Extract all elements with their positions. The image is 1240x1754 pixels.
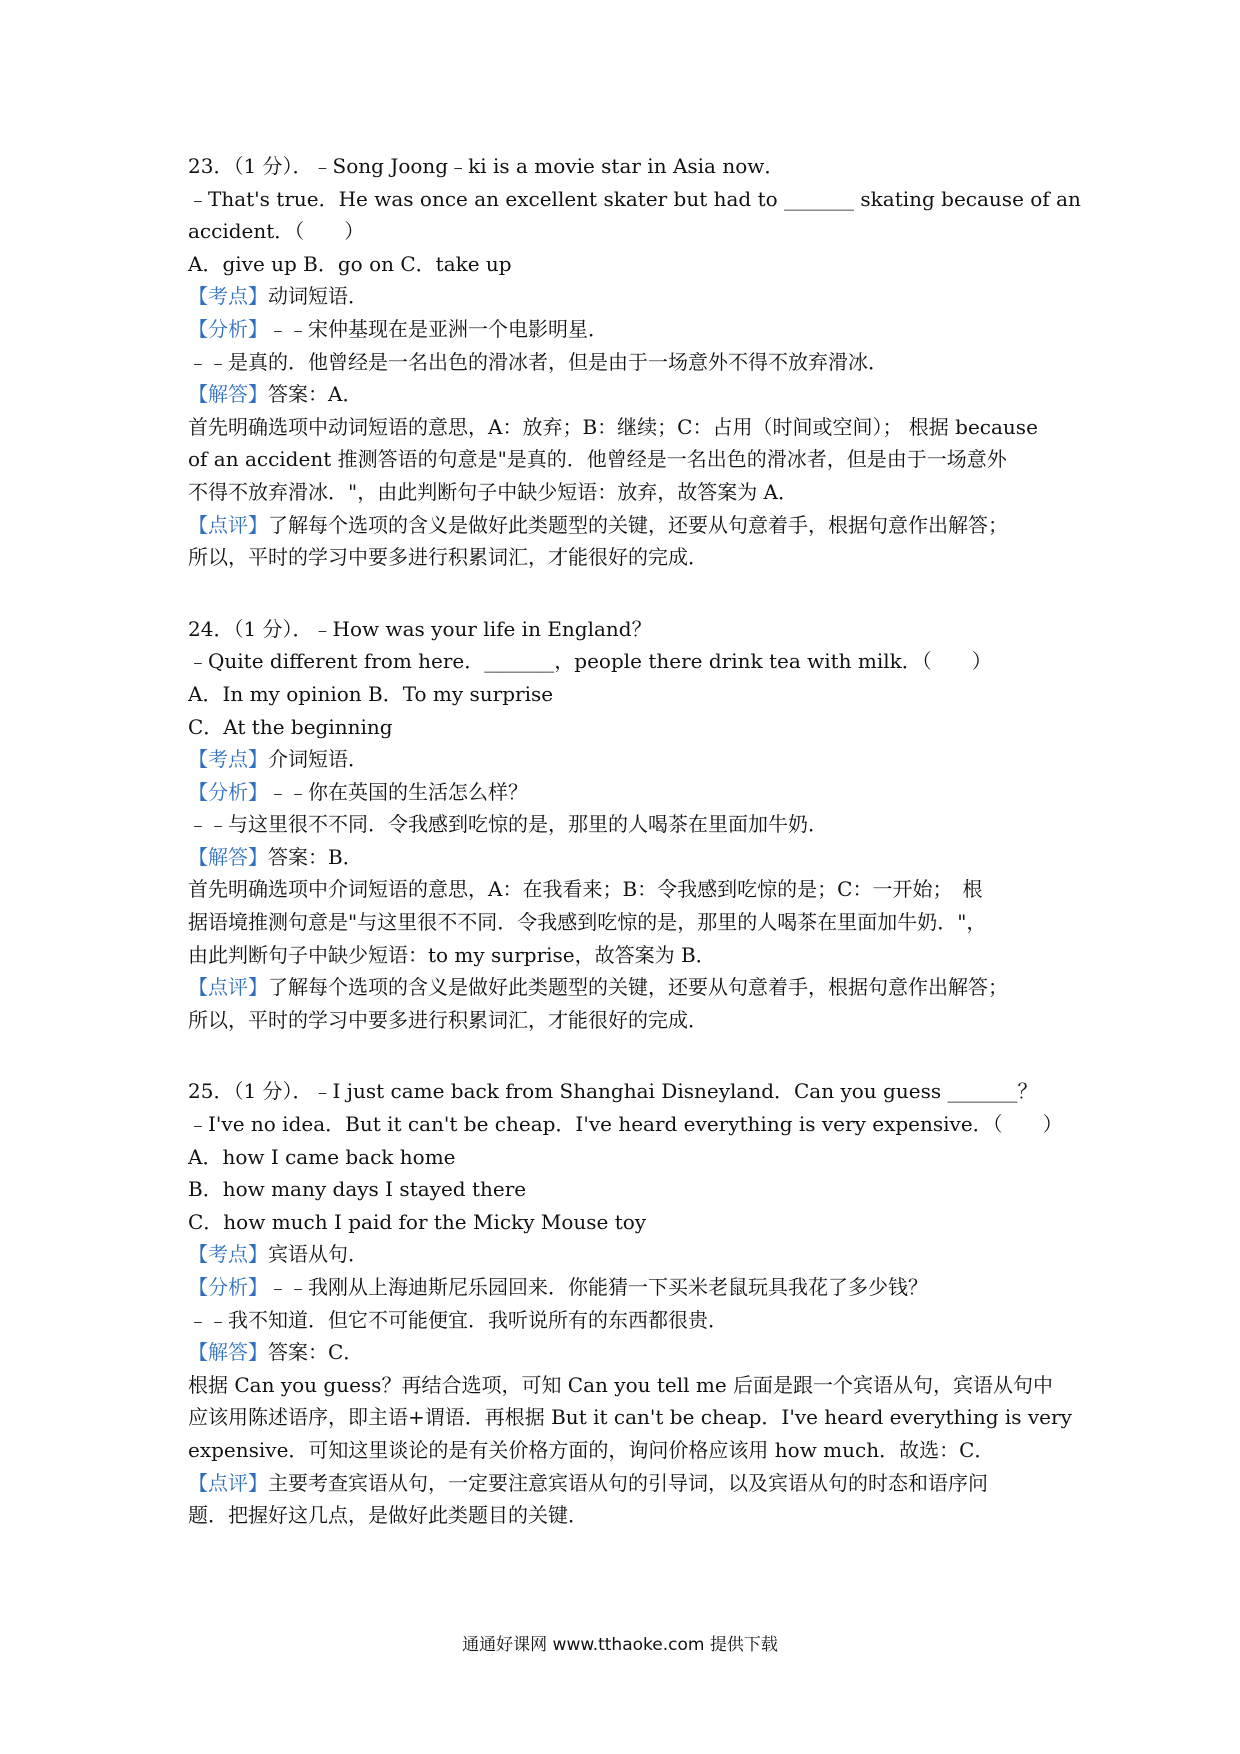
question-stem-line: ﹣I've no idea．But it can't be cheap．I've heard everything is very expensive．（ ） — [188, 1112, 1063, 1137]
fenxi-tag: 【分析】 — [188, 1275, 268, 1299]
jieda-text: 据语境推测句意是"与这里很不不同．令我感到吃惊的是，那里的人喝茶在里面加牛奶．"， — [188, 910, 987, 935]
question-23 — [188, 150, 1081, 574]
kaodian-section — [188, 743, 1068, 776]
question-stem-line: accident．（ ） — [188, 219, 365, 244]
kaodian-tag: 【考点】 — [188, 1242, 268, 1267]
jieda-text: 首先明确选项中介词短语的意思，A：在我看来；B：令我感到吃惊的是；C：一开始； 根 — [188, 877, 983, 902]
dianping-tag: 【点评】 — [188, 512, 268, 537]
jieda-text: 首先明确选项中动词短语的意思，A：放弃；B：继续；C：占用（时间或空间）； 根据 because — [188, 414, 1038, 439]
fenxi-text: ﹣﹣你在英国的生活怎么样？ — [268, 779, 528, 804]
answer-options: C．how much I paid for the Micky Mouse toy — [188, 1209, 647, 1234]
jieda-text: 由此判断句子中缺少短语：to my surprise，故答案为 B． — [188, 942, 716, 967]
kaodian-text: 动词短语． — [268, 284, 368, 309]
dianping-text: 题．把握好这几点，是做好此类题目的关键． — [188, 1503, 588, 1528]
document-page — [188, 150, 1081, 1532]
fenxi-section — [188, 313, 1068, 346]
jieda-tag: 【解答】 — [188, 382, 268, 407]
dianping-text: 了解每个选项的含义是做好此类题型的关键，还要从句意着手，根据句意作出解答； — [268, 975, 1008, 1000]
jieda-text: of an accident 推测答语的句意是"是真的．他曾经是一名出色的滑冰者，但是由于一场意外 — [188, 447, 1007, 472]
jieda-answer: 答案：C． — [268, 1340, 364, 1365]
jieda-tag: 【解答】 — [188, 1340, 268, 1365]
dianping-text: 了解每个选项的含义是做好此类题型的关键，还要从句意着手，根据句意作出解答； — [268, 512, 1008, 537]
dianping-section — [188, 1467, 1068, 1500]
fenxi-section — [188, 1271, 1068, 1304]
jieda-text: 根据 Can you guess？再结合选项，可知 Can you tell me 后面是跟一个宾语从句，宾语从句中 — [188, 1372, 1054, 1397]
fenxi-text: ﹣﹣是真的．他曾经是一名出色的滑冰者，但是由于一场意外不得不放弃滑冰． — [188, 349, 888, 374]
fenxi-tag: 【分析】 — [188, 779, 268, 804]
dianping-text: 所以，平时的学习中要多进行积累词汇，才能很好的完成． — [188, 1007, 708, 1032]
answer-options: A．how I came back home — [188, 1144, 456, 1169]
kaodian-text: 宾语从句． — [268, 1242, 368, 1267]
kaodian-section — [188, 1238, 1068, 1271]
jieda-section — [188, 378, 1068, 411]
answer-options: A．give up B．go on C．take up — [188, 251, 512, 276]
dianping-section — [188, 971, 1068, 1004]
question-stem-line: 24．（1 分）．﹣How was your life in England？ — [188, 616, 652, 641]
dianping-text: 所以，平时的学习中要多进行积累词汇，才能很好的完成． — [188, 545, 708, 570]
jieda-section — [188, 841, 1068, 874]
fenxi-section — [188, 776, 1068, 809]
answer-options: C．At the beginning — [188, 714, 393, 739]
question-stem-line: ﹣That's true．He was once an excellent skater but had to _______ skating because of an — [188, 186, 1081, 211]
dianping-text: 主要考查宾语从句，一定要注意宾语从句的引导词，以及宾语从句的时态和语序问 — [268, 1470, 988, 1495]
answer-options: A．In my opinion B．To my surprise — [188, 681, 554, 706]
dianping-tag: 【点评】 — [188, 1470, 268, 1495]
jieda-answer: 答案：A． — [268, 382, 363, 407]
question-25 — [188, 1075, 1072, 1531]
fenxi-text: ﹣﹣宋仲基现在是亚洲一个电影明星． — [268, 316, 608, 341]
fenxi-text: ﹣﹣我刚从上海迪斯尼乐园回来．你能猜一下买米老鼠玩具我花了多少钱？ — [268, 1275, 928, 1299]
jieda-text: expensive．可知这里谈论的是有关价格方面的，询问价格应该用 how much．故选：C． — [188, 1437, 995, 1462]
jieda-answer: 答案：B． — [268, 844, 363, 869]
page-footer: 通通好课网 www.tthaoke.com 提供下载 — [462, 1635, 778, 1655]
question-stem-line: 23．（1 分）．﹣Song Joong﹣ki is a movie star in Asia now． — [188, 154, 785, 178]
jieda-text: 不得不放弃滑冰．"，由此判断句子中缺少短语：放弃，故答案为 A． — [188, 479, 798, 504]
dianping-section — [188, 509, 1068, 542]
jieda-tag: 【解答】 — [188, 844, 268, 869]
kaodian-tag: 【考点】 — [188, 747, 268, 772]
fenxi-text: ﹣﹣与这里很不不同．令我感到吃惊的是，那里的人喝茶在里面加牛奶． — [188, 812, 828, 837]
kaodian-text: 介词短语． — [268, 747, 368, 772]
kaodian-section — [188, 280, 1068, 313]
dianping-tag: 【点评】 — [188, 975, 268, 1000]
fenxi-tag: 【分析】 — [188, 316, 268, 341]
jieda-text: 应该用陈述语序，即主语+谓语．再根据 But it can't be cheap．I've heard everything is very — [188, 1405, 1072, 1430]
fenxi-text: ﹣﹣我不知道．但它不可能便宜．我听说所有的东西都很贵． — [188, 1307, 728, 1332]
question-stem-line: ﹣Quite different from here．_______，people there drink tea with milk．（ ） — [188, 649, 992, 674]
question-24 — [188, 613, 1068, 1037]
answer-options: B．how many days I stayed there — [188, 1177, 527, 1202]
kaodian-tag: 【考点】 — [188, 284, 268, 309]
question-stem-line: 25．（1 分）．﹣I just came back from Shanghai Disneyland．Can you guess _______？ — [188, 1079, 1038, 1104]
jieda-section — [188, 1336, 1068, 1369]
